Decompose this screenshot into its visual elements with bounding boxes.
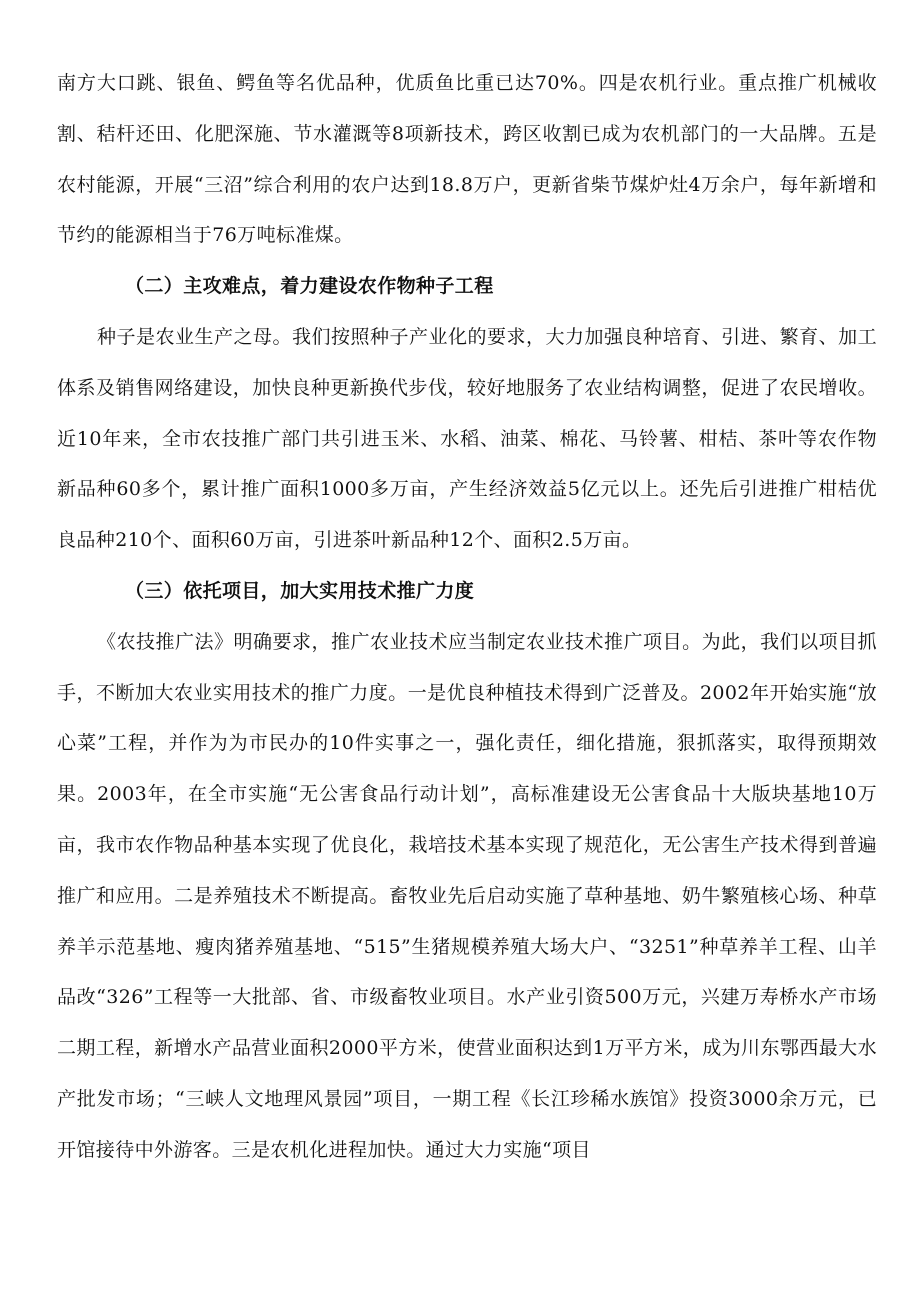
- document-page: [57, 58, 877, 1176]
- section-heading-2: （二）主攻难点，着力建设农作物种子工程: [125, 275, 494, 298]
- paragraph-seed-project: 种子是农业生产之母。我们按照种子产业化的要求，大力加强良种培育、引进、繁育、加工体系及销售网络建设，加快良种更新换代步伐，较好地服务了农业结构调整，促进了农民增收。近10年来，全市农技推广部门共引进玉米、水稻、油菜、棉花、马铃薯、柑桔、茶叶等农作物新品种60多个，累计推广面积1000多万亩，产生经济效益5亿元以上。还先后引进推广柑桔优良品种210个、面积60万亩，引进茶叶新品种12个、面积2.5万亩。: [57, 325, 877, 552]
- paragraph-technology-promotion: 《农技推广法》明确要求，推广农业技术应当制定农业技术推广项目。为此，我们以项目抓手，不断加大农业实用技术的推广力度。一是优良种植技术得到广泛普及。2002年开始实施“放心菜”工程，并作为为市民办的10件实事之一，强化责任，细化措施，狠抓落实，取得预期效果。2003年，在全市实施“无公害食品行动计划”，高标准建设无公害食品十大版块基地10万亩，我市农作物品种基本实现了优良化，栽培技术基本实现了规范化，无公害生产技术得到普遍推广和应用。二是养殖技术不断提高。畜牧业先后启动实施了草种基地、奶牛繁殖核心场、种草养羊示范基地、瘦肉猪养殖基地、“515”生猪规模养殖大场大户、“3251”种草养羊工程、山羊品改“326”工程等一大批部、省、市级畜牧业项目。水产业引资500万元，兴建万寿桥水产市场二期工程，新增水产品营业面积2000平方米，使营业面积达到1万平方米，成为川东鄂西最大水产批发市场；“三峡人文地理风景园”项目，一期工程《长江珍稀水族馆》投资3000余万元，已开馆接待中外游客。三是农机化进程加快。通过大力实施“项目: [57, 630, 877, 1161]
- paragraph-continuation: 南方大口跳、银鱼、鳄鱼等名优品种，优质鱼比重已达70%。四是农机行业。重点推广机械收割、秸杆还田、化肥深施、节水灌溉等8项新技术，跨区收割已成为农机部门的一大品牌。五是农村能源，开展“三沼”综合利用的农户达到18.8万户，更新省柴节煤炉灶4万余户，每年新增和节约的能源相当于76万吨标准煤。: [57, 72, 877, 247]
- section-heading-3: （三）依托项目，加大实用技术推广力度: [125, 579, 475, 602]
